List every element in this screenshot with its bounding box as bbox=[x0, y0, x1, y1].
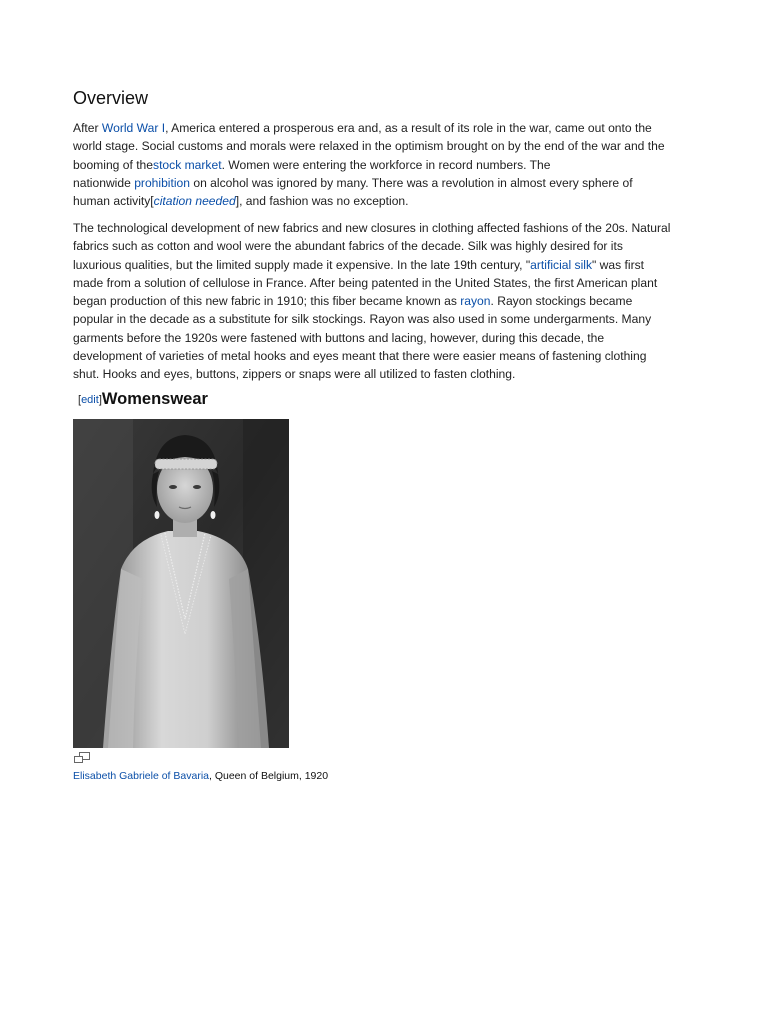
magnify-clip-icon[interactable] bbox=[74, 752, 90, 764]
text-line: popular in the decade as a substitute for silk stockings. Rayon was also used in some undergarments. Many bbox=[73, 312, 652, 327]
link-world-war-i[interactable]: World War I bbox=[101, 121, 166, 135]
portrait-photo[interactable] bbox=[73, 419, 289, 748]
womenswear-title: Womenswear bbox=[101, 390, 208, 408]
link-stock-market[interactable]: stock market bbox=[153, 157, 222, 172]
text-line: shut. Hooks and eyes, buttons, zippers or snaps were all utilized to fasten clothing. bbox=[73, 367, 516, 382]
text-line: development of varieties of metal hooks and eyes meant that there were easier means of fastening clothing bbox=[73, 349, 647, 364]
overview-paragraph-1 bbox=[73, 119, 698, 210]
edit-section-link-wrapper: [edit] bbox=[78, 394, 102, 406]
text-line: The technological development of new fabrics and new closures in clothing affected fashions of the 20s. Natural bbox=[73, 221, 671, 235]
link-citation-needed[interactable]: citation needed bbox=[153, 194, 236, 209]
text-line: began production of this new fabric in 1910; this fiber became known as rayon. Rayon stockings became bbox=[73, 294, 633, 309]
edit-section-link[interactable]: edit bbox=[81, 394, 99, 406]
link-elisabeth-gabriele[interactable]: Elisabeth Gabriele of Bavaria bbox=[73, 770, 209, 782]
overview-heading: Overview bbox=[73, 88, 149, 108]
womenswear-heading bbox=[78, 390, 208, 409]
text-line: fabrics such as cotton and wool were the abundant fabrics of the decade. Silk was highly desired for its bbox=[73, 239, 623, 254]
link-rayon[interactable]: rayon bbox=[460, 294, 491, 309]
text-line: world stage. Social customs and morals were relaxed in the optimism brought on by the end of the war and the bbox=[73, 139, 665, 154]
text-line: nationwide prohibition on alcohol was ignored by many. There was a revolution in almost every sphere of bbox=[73, 175, 633, 190]
overview-paragraph-2 bbox=[73, 219, 698, 384]
text-line: human activity[citation needed], and fashion was no exception. bbox=[73, 194, 409, 209]
text-line: made from a solution of cellulose in France. After being patented in the United States, the first American plant bbox=[73, 275, 658, 290]
photo-caption: Elisabeth Gabriele of Bavaria, Queen of Belgium, 1920 bbox=[73, 770, 329, 782]
link-artificial-silk[interactable]: artificial silk bbox=[530, 257, 592, 272]
text-line: booming of thestock market. Women were entering the workforce in record numbers. The bbox=[73, 157, 551, 172]
text-line: luxurious qualities, but the limited supply made it expensive. In the late 19th century, "artificial silk" was first bbox=[73, 257, 645, 272]
text-line: garments before the 1920s were fastened with buttons and lacing, however, during this decade, the bbox=[73, 330, 605, 345]
text-line: After World War I, America entered a prosperous era and, as a result of its role in the war, came out onto the bbox=[73, 121, 652, 135]
link-prohibition[interactable]: prohibition bbox=[134, 175, 190, 190]
